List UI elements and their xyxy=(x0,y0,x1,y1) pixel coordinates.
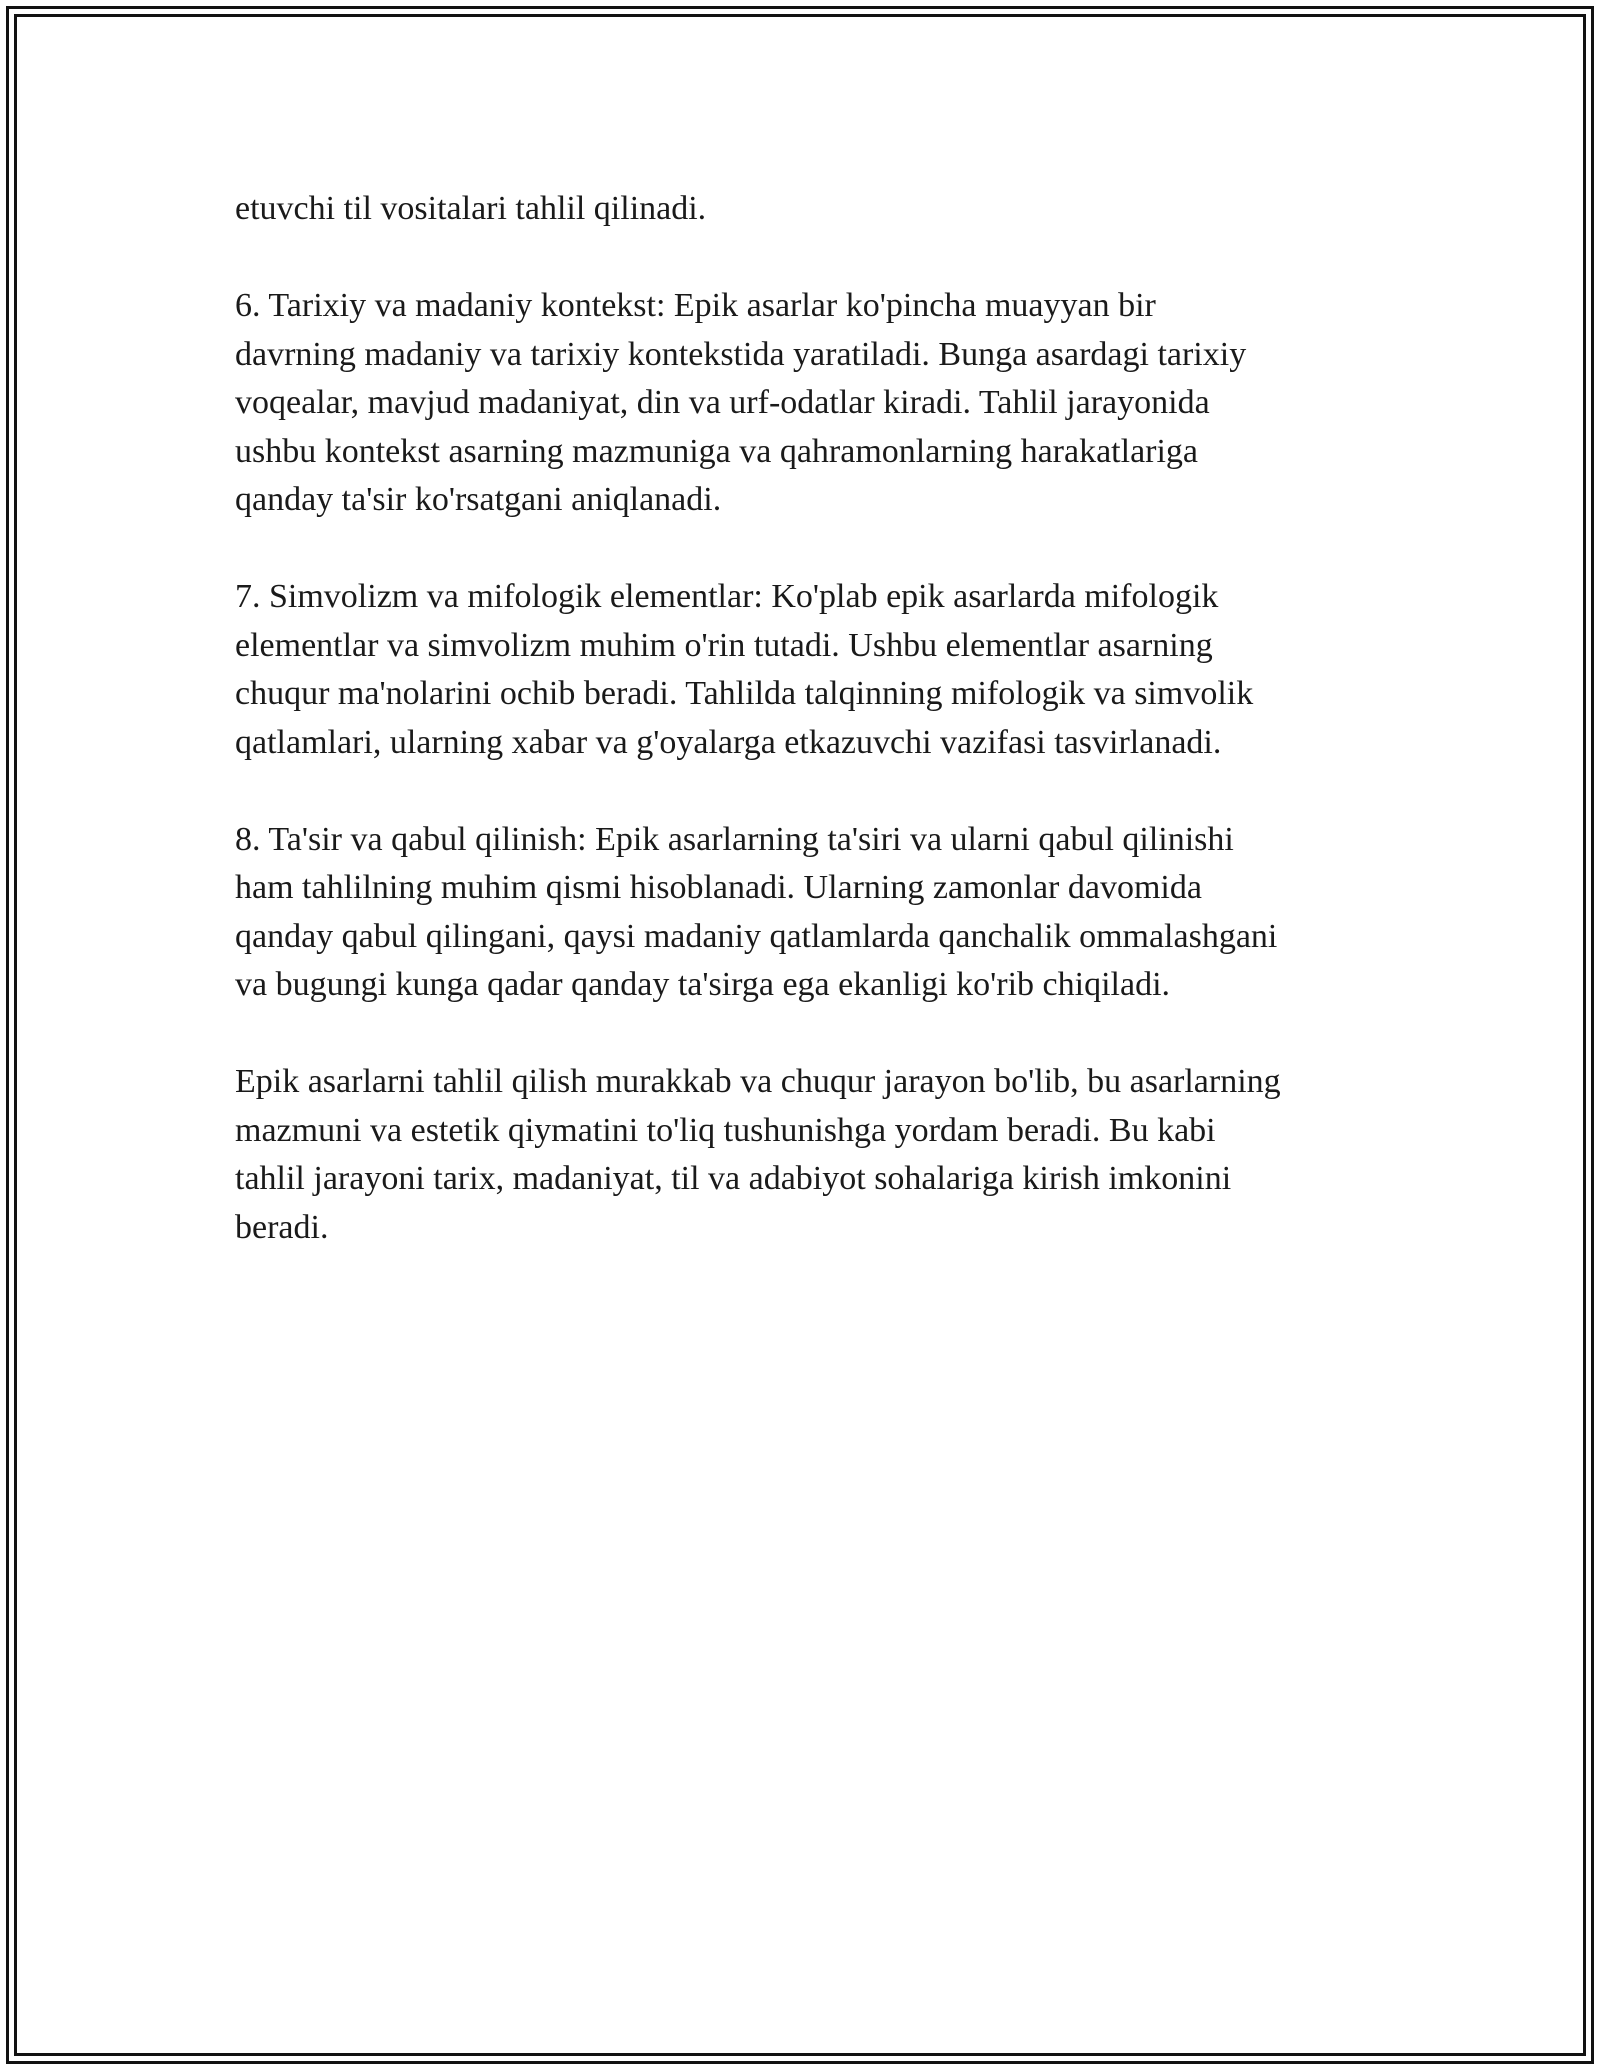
paragraph-conclusion xyxy=(235,1058,1375,1252)
text-line: ushbu kontekst asarning mazmuniga va qahramonlarning harakatlariga xyxy=(235,432,1199,470)
text-line: tahlil jarayoni tarix, madaniyat, til va adabiyot sohalariga kirish imkonini xyxy=(235,1160,1232,1197)
paragraph-symbolism xyxy=(235,573,1375,767)
paragraph-continuation xyxy=(235,185,1375,234)
document-body xyxy=(235,185,1375,1301)
paragraph-influence xyxy=(235,816,1375,1010)
text-line: 6. Tarixiy va madaniy kontekst: Epik asarlar ko'pincha muayyan bir xyxy=(235,287,1156,324)
text-line: qanday qabul qilingani, qaysi madaniy qatlamlarda qanchalik ommalashgani xyxy=(235,917,1278,955)
text-line: voqealar, mavjud madaniyat, din va urf-odatlar kiradi. Tahlil jarayonida xyxy=(235,384,1210,421)
text-line: ham tahlilning muhim qismi hisoblanadi. Ularning zamonlar davomida xyxy=(235,869,1202,906)
text-line: mazmuni va estetik qiymatini to'liq tushunishga yordam beradi. Bu kabi xyxy=(235,1111,1216,1149)
text-line: davrning madaniy va tarixiy kontekstida yaratiladi. Bunga asardagi tarixiy xyxy=(235,335,1247,373)
text-line: 7. Simvolizm va mifologik elementlar: Ko'plab epik asarlarda mifologik xyxy=(235,578,1219,615)
text-line: va bugungi kunga qadar qanday ta'sirga ega ekanligi ko'rib chiqiladi. xyxy=(235,966,1171,1003)
text-line: 8. Ta'sir va qabul qilinish: Epik asarlarning ta'siri va ularni qabul qilinishi xyxy=(235,820,1234,858)
paragraph-historical-context xyxy=(235,282,1375,525)
text-line: qanday ta'sir ko'rsatgani aniqlanadi. xyxy=(235,481,722,518)
text-line: Epik asarlarni tahlil qilish murakkab va chuqur jarayon bo'lib, bu asarlarning xyxy=(235,1063,1281,1100)
text-line: beradi. xyxy=(235,1208,329,1246)
text-line: etuvchi til vositalari tahlil qilinadi. xyxy=(235,190,707,227)
text-line: elementlar va simvolizm muhim o'rin tutadi. Ushbu elementlar asarning xyxy=(235,626,1213,664)
text-line: chuqur ma'nolarini ochib beradi. Tahlilda talqinning mifologik va simvolik xyxy=(235,675,1254,712)
text-line: qatlamlari, ularning xabar va g'oyalarga etkazuvchi vazifasi tasvirlanadi. xyxy=(235,723,1222,761)
